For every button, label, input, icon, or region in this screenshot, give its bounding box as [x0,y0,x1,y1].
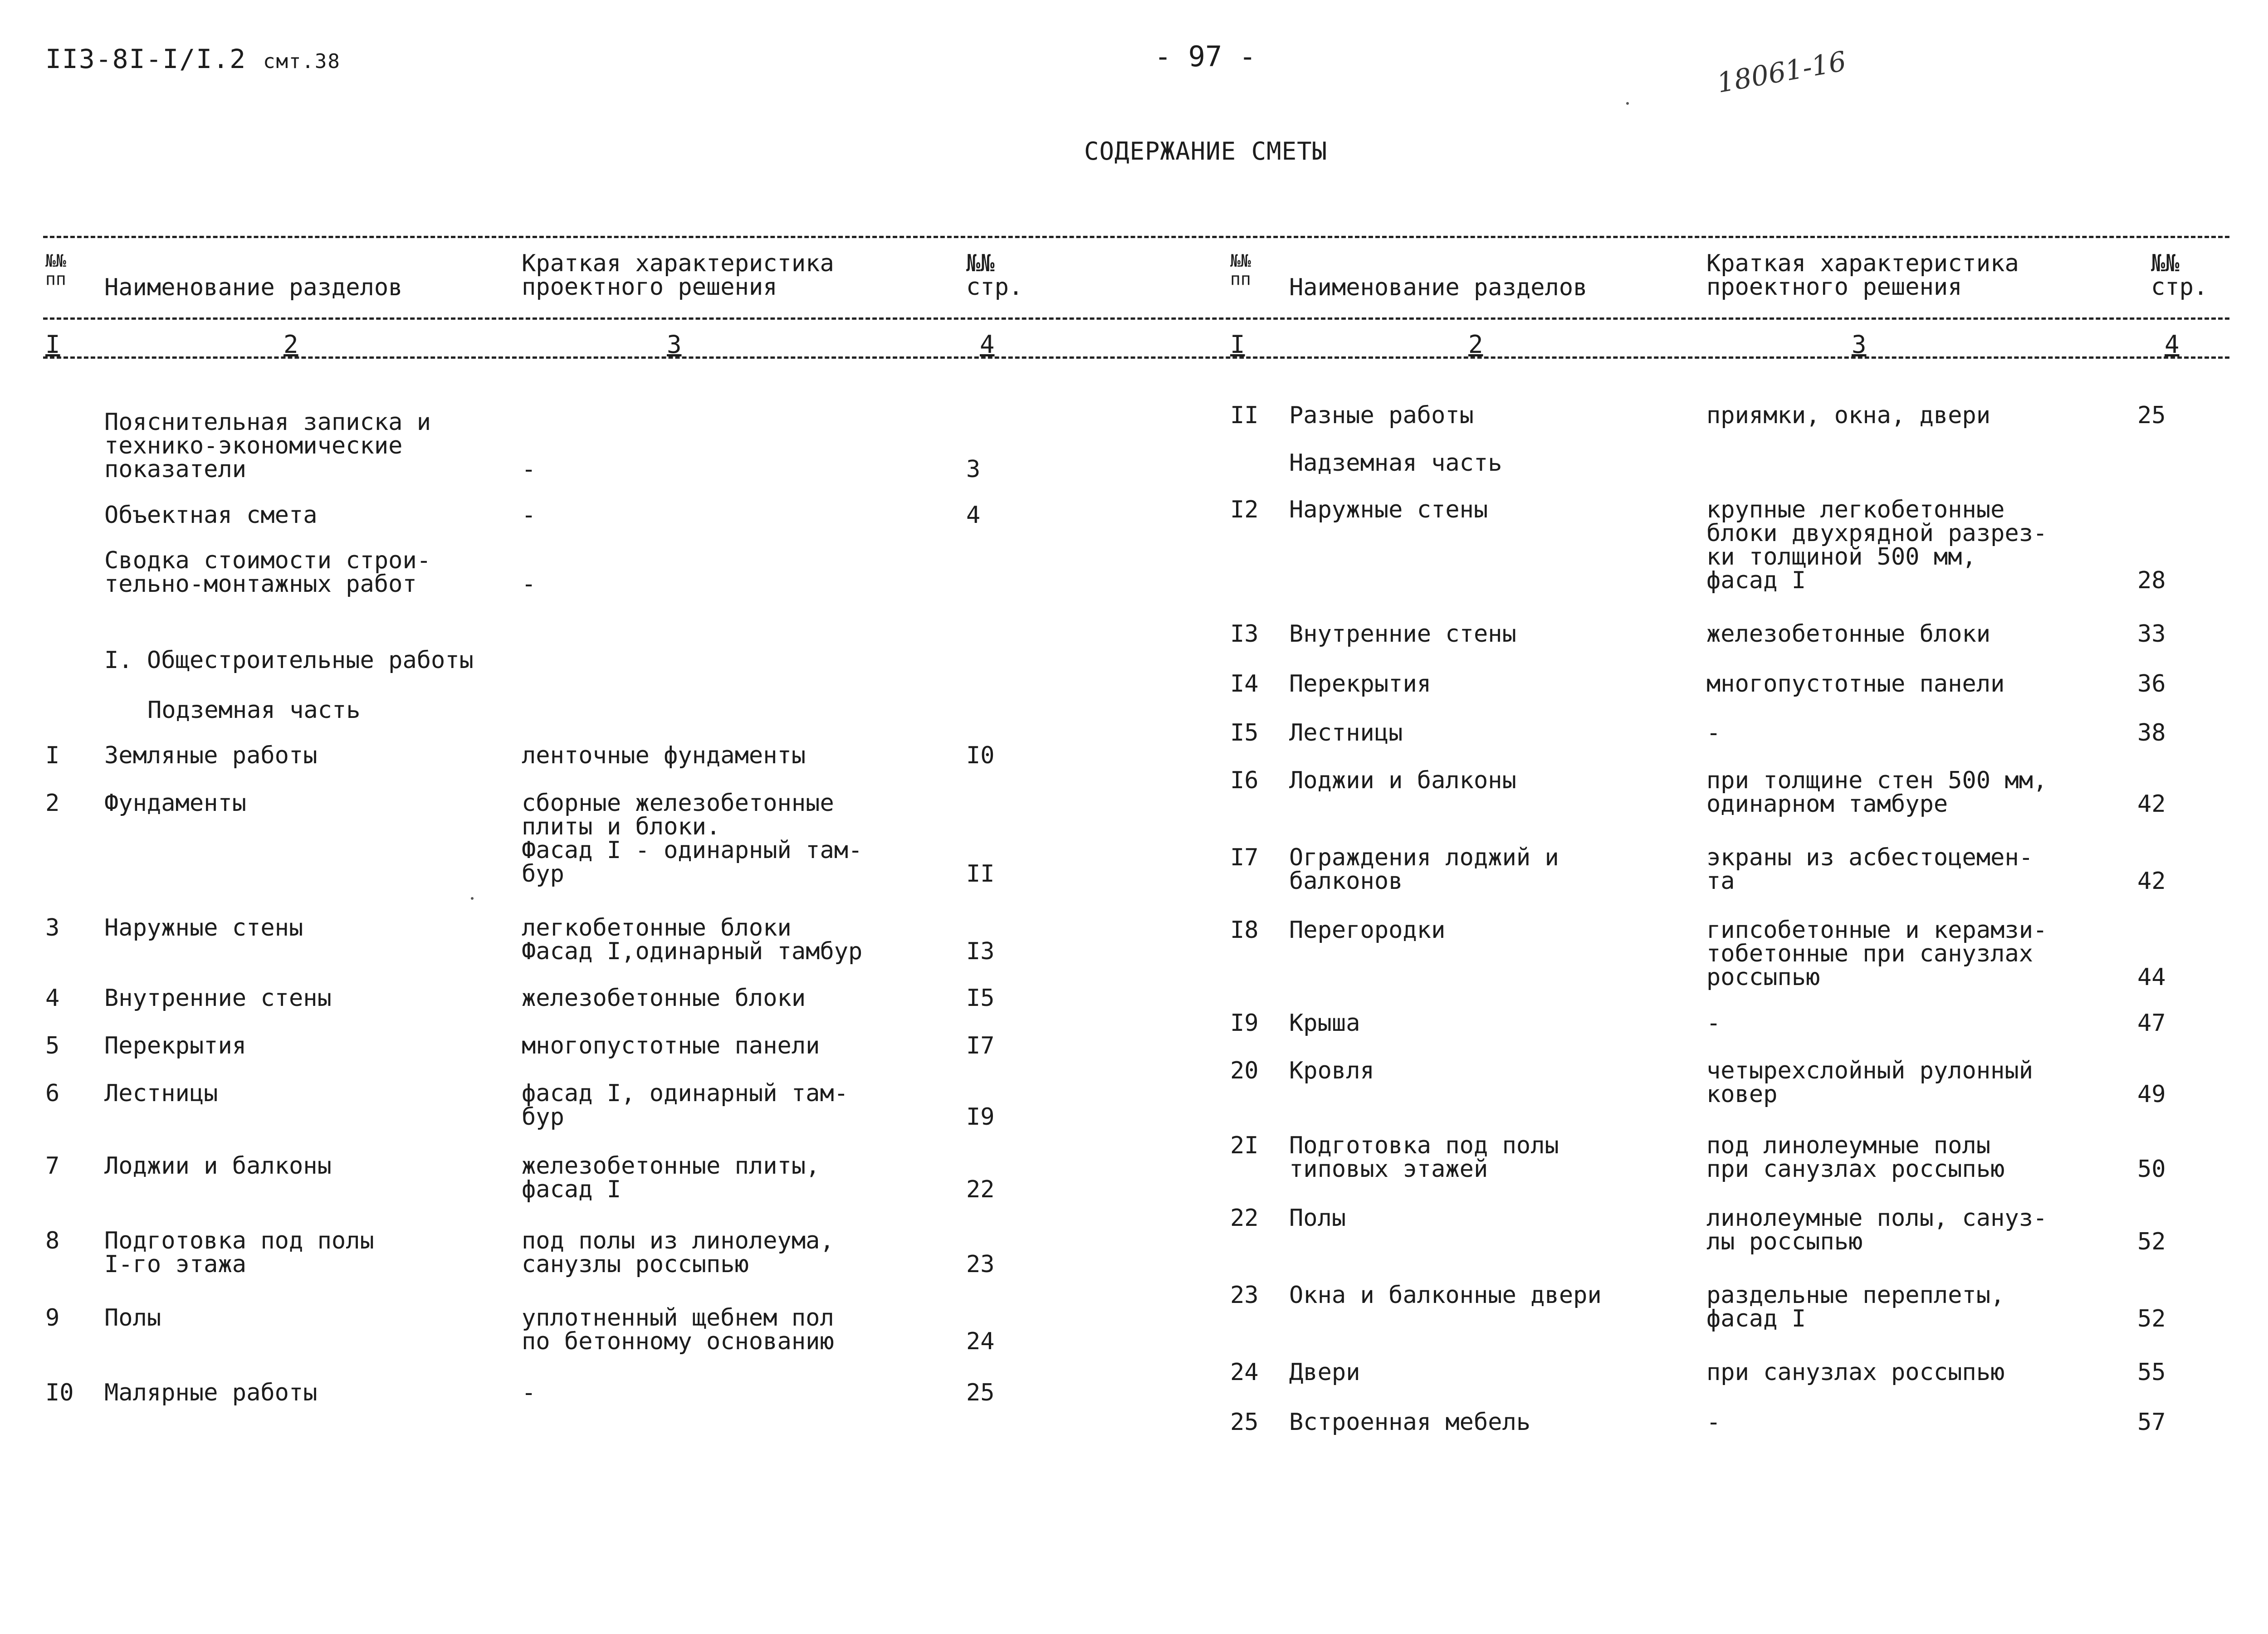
section-characteristic: многопустотные панели [522,1032,820,1059]
row-number: I7 [1230,844,1259,871]
section-characteristic: уплотненный щебнем пол по бетонному основанию [522,1304,834,1355]
row-number: 9 [45,1304,60,1332]
section-name: Лоджии и балконы [1289,767,1516,794]
page-number-cell: 49 [2137,1081,2166,1108]
table-top-rule [43,236,2229,238]
page-number-cell: 33 [2137,620,2166,648]
row-number: 7 [45,1152,60,1180]
page-number-cell: 24 [966,1328,995,1355]
col-header-name-right: Наименование разделов [1289,274,1588,301]
section-characteristic: многопустотные панели [1706,670,2005,697]
row-number: I3 [1230,620,1259,648]
section-name: Внутренние стены [104,985,332,1012]
page-number: - 97 - [1154,40,1256,73]
page-number-cell: 55 [2137,1359,2166,1386]
scan-mark [471,897,474,900]
section-name: Ограждения лоджий и балконов [1289,844,1559,895]
section-name: Подготовка под полы I-го этажа [104,1227,374,1278]
page-number-cell: 25 [2137,402,2166,429]
section-name: Объектная смета [104,502,318,529]
row-number: I5 [1230,719,1259,746]
col-number-3: 3 [667,330,682,359]
col-header-num: №№ пп [45,251,66,289]
section-characteristic: железобетонные блоки [522,985,806,1012]
section-characteristic: крупные легкобетонные блоки двухрядной разрез- ки толщиной 500 мм, фасад I [1706,496,2048,594]
row-number: I0 [45,1379,74,1406]
section-name: Разные работы [1289,402,1474,429]
document-code-text: II3-8I-I/I.2 [45,44,247,74]
document-code [45,44,341,74]
section-characteristic: сборные железобетонные плиты и блоки. Фасад I - одинарный там- бур [522,790,863,888]
document-code-suffix: смт.38 [263,50,341,73]
row-number: 23 [1230,1282,1259,1309]
row-number: II [1230,402,1259,429]
section-characteristic: ленточные фундаменты [522,742,806,769]
page-number-cell: 38 [2137,719,2166,746]
row-number: 5 [45,1032,60,1059]
section-name: Двери [1289,1359,1360,1386]
page-number-cell: I7 [966,1032,995,1059]
section-name: Малярные работы [104,1379,318,1406]
section-characteristic: четырехслойный рулонный ковер [1706,1057,2033,1108]
section-name: Кровля [1289,1057,1374,1084]
row-number: 25 [1230,1409,1259,1436]
section-characteristic: железобетонные плиты, фасад I [522,1152,820,1203]
section-characteristic: под линолеумные полы при санузлах россыпью [1706,1132,2005,1183]
section-name: Перекрытия [1289,670,1432,697]
section-characteristic: - [522,1379,536,1406]
row-number: 6 [45,1080,60,1107]
row-number: I4 [1230,670,1259,697]
col-header-characteristic-right: Краткая характеристика проектного решения [1706,250,2019,301]
page-number-cell: 42 [2137,790,2166,818]
section-name: Наружные стены [1289,496,1488,523]
row-number: I2 [1230,496,1259,523]
page-number-cell: 42 [2137,868,2166,895]
row-number: 20 [1230,1057,1259,1084]
handwritten-note: 18061-16 [1715,45,1849,99]
page-number-cell: 3 [966,456,981,483]
page-number-cell: 25 [966,1379,995,1406]
col-number-2: 2 [284,330,298,359]
section-name: Полы [1289,1205,1346,1232]
row-number: I9 [1230,1010,1259,1037]
page-number-cell: I5 [966,985,995,1012]
row-number: I6 [1230,767,1259,794]
section-name: Подготовка под полы типовых этажей [1289,1132,1559,1183]
header-bottom-rule [43,317,2229,320]
col-header-characteristic: Краткая характеристика проектного решения [522,250,834,301]
section-characteristic: под полы из линолеума, санузлы россыпью [522,1227,834,1278]
section-name: Крыша [1289,1010,1360,1037]
page-number-cell: I3 [966,938,995,965]
section-characteristic: - [1706,1409,1721,1436]
page-number-cell: II [966,860,995,888]
col-number-3-right: 3 [1852,330,1867,359]
col-number-4: 4 [980,330,995,359]
col-number-1: I [45,330,60,359]
col-header-name: Наименование разделов [104,274,403,301]
page-number-cell: 28 [2137,567,2166,594]
col-number-1-right: I [1230,330,1245,359]
section-characteristic: экраны из асбестоцемен- та [1706,844,2033,895]
page-number-cell: I0 [966,742,995,769]
section-name: Наружные стены [104,914,303,941]
row-number: 24 [1230,1359,1259,1386]
section-characteristic: гипсобетонные и керамзи- тобетонные при санузлах россыпью [1706,917,2048,991]
section-characteristic: легкобетонные блоки Фасад I,одинарный тамбур [522,914,863,965]
page-number-cell: 50 [2137,1156,2166,1183]
section-characteristic: - [522,502,536,529]
section-name: Перекрытия [104,1032,247,1059]
col-number-4-right: 4 [2165,330,2180,359]
section-name: Внутренние стены [1289,620,1516,648]
scan-mark [1626,102,1629,105]
section-characteristic: - [1706,1010,1721,1037]
col-number-2-right: 2 [1468,330,1483,359]
section-characteristic: - [522,456,536,483]
section-characteristic: линолеумные полы, сануз- лы россыпью [1706,1205,2048,1255]
page-number-cell: I9 [966,1103,995,1131]
col-header-page-right: №№ стр. [2151,250,2208,301]
section-name: Перегородки [1289,917,1446,944]
page-number-cell: 57 [2137,1409,2166,1436]
page-number-cell: 23 [966,1251,995,1278]
column-number-rule [43,356,2229,359]
row-number: 2I [1230,1132,1259,1159]
section-name: Лестницы [104,1080,218,1107]
section-characteristic: при толщине стен 500 мм, одинарном тамбуре [1706,767,2048,818]
section-characteristic: фасад I, одинарный там- бур [522,1080,849,1131]
page-number-cell: 4 [966,502,981,529]
section-name: Надземная часть [1289,449,1502,477]
row-number: 8 [45,1227,60,1254]
row-number: I [45,742,60,769]
row-number: 2 [45,790,60,817]
section-name: Встроенная мебель [1289,1409,1531,1436]
row-number: I8 [1230,917,1259,944]
row-number: 3 [45,914,60,941]
section-name: Фундаменты [104,790,247,817]
row-number: 4 [45,985,60,1012]
section-characteristic: при санузлах россыпью [1706,1359,2005,1386]
row-number: 22 [1230,1205,1259,1232]
section-name: Полы [104,1304,161,1332]
page-number-cell: 52 [2137,1228,2166,1255]
section-name: Земляные работы [104,742,318,769]
section-name: Лоджии и балконы [104,1152,332,1180]
page-number-cell: 52 [2137,1305,2166,1332]
page-number-cell: 47 [2137,1010,2166,1037]
section-name: I. Общестроительные работы [104,647,474,674]
section-name: Лестницы [1289,719,1403,746]
page-number-cell: 36 [2137,670,2166,697]
section-characteristic: приямки, окна, двери [1706,402,1991,429]
section-characteristic: раздельные переплеты, фасад I [1706,1282,2005,1332]
page-title: СОДЕРЖАНИЕ СМЕТЫ [1084,137,1328,166]
section-characteristic: - [522,571,536,598]
section-name: Окна и балконные двери [1289,1282,1602,1309]
section-name: Пояснительная записка и технико-экономические показатели [104,409,431,483]
section-name: Подземная часть [147,697,361,724]
section-characteristic: железобетонные блоки [1706,620,1991,648]
page-number-cell: 22 [966,1176,995,1203]
col-header-page: №№ стр. [966,250,1023,301]
page-number-cell: 44 [2137,964,2166,991]
section-name: Сводка стоимости строи- тельно-монтажных работ [104,547,431,598]
section-characteristic: - [1706,719,1721,746]
col-header-num-right: №№ пп [1230,251,1251,289]
